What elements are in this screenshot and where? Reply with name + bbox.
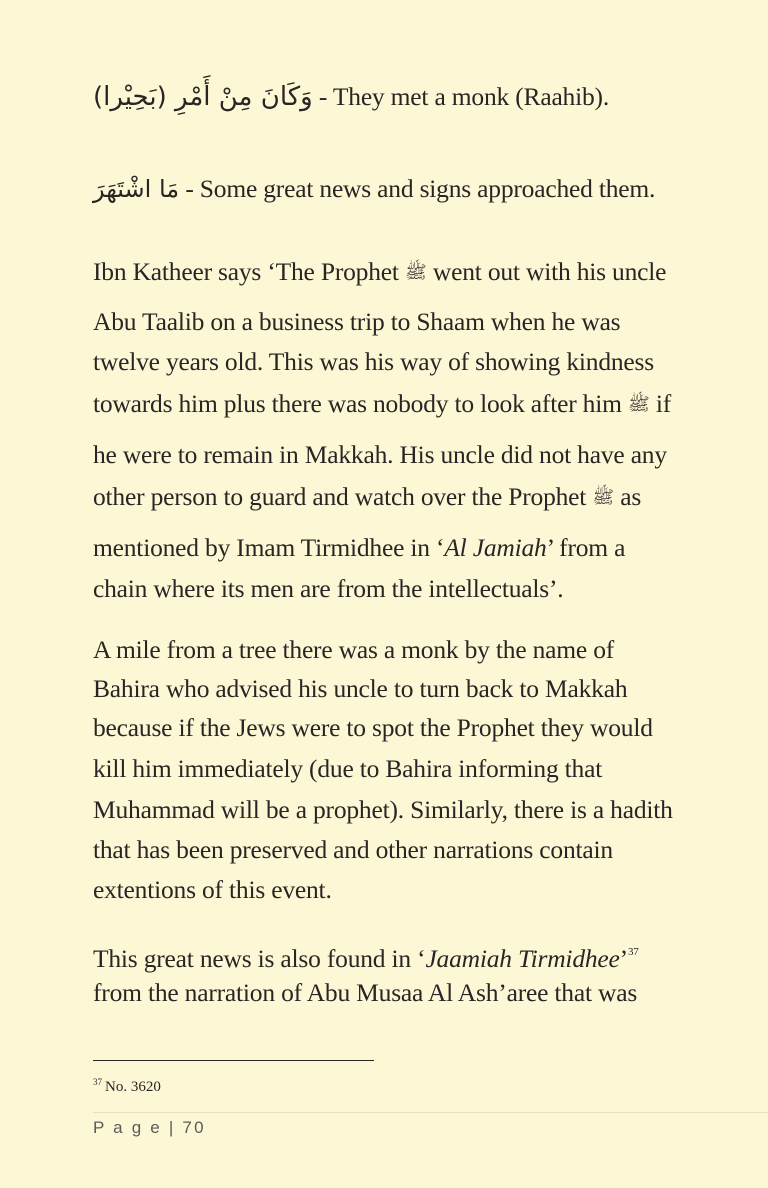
footnote-divider: [93, 1060, 374, 1061]
paragraph-line: kill him immediately (due to Bahira informing that: [93, 754, 603, 783]
text-run: ’ from a: [546, 533, 626, 562]
paragraph-line: extentions of this event.: [93, 875, 332, 904]
arabic-term: مَا اشْتَهَرَ: [93, 175, 180, 203]
paragraph-line: Bahira who advised his uncle to turn back to Makkah: [93, 674, 628, 703]
paragraph-line: he were to remain in Makkah. His uncle did not have any: [93, 440, 667, 469]
term-meaning: Some great news and signs approached them.: [199, 174, 656, 203]
paragraph-line: twelve years old. This was his way of showing kindness: [93, 347, 654, 376]
text-run: Ibn Katheer says ‘The Prophet: [93, 257, 405, 286]
footnote-mark: 37: [93, 1077, 102, 1087]
saw-symbol-icon: ﷺ: [404, 262, 427, 283]
text-run: if: [649, 389, 672, 418]
glossary-entry: [93, 172, 655, 206]
text-run: This great news is also found in ‘: [93, 944, 426, 973]
paragraph-line: Abu Taalib on a business trip to Shaam when he was: [93, 307, 621, 336]
paragraph-line: because if the Jews were to spot the Prophet they would: [93, 713, 653, 742]
footnote: [93, 1072, 161, 1097]
text-run: went out with his uncle: [426, 257, 667, 286]
text-run: towards him plus there was nobody to look after him: [93, 389, 628, 418]
separator: -: [185, 174, 194, 203]
separator: -: [318, 82, 328, 111]
arabic-term: وَكَانَ مِنْ أَمْرِ (بَحِيْرا): [93, 82, 313, 112]
footnote-reference[interactable]: 37: [627, 946, 639, 958]
paragraph-line: chain where its men are from the intellectuals’.: [93, 574, 564, 603]
paragraph-line: that has been preserved and other narrations contain: [93, 835, 613, 864]
paragraph-line: [93, 935, 639, 976]
footnote-text: No. 3620: [105, 1079, 161, 1095]
term-meaning: They met a monk (Raahib).: [332, 82, 610, 111]
text-run: other person to guard and watch over the Prophet: [93, 482, 593, 511]
glossary-entry: [93, 80, 609, 114]
paragraph-line: Muhammad will be a prophet). Similarly, there is a hadith: [93, 795, 673, 824]
paragraph-line: [93, 255, 666, 290]
paragraph-line: [93, 480, 641, 515]
text-run: mentioned by Imam Tirmidhee in ‘: [93, 533, 445, 562]
text-run: as: [614, 482, 642, 511]
page-number: P a g e | 70: [93, 1118, 206, 1137]
saw-symbol-icon: ﷺ: [592, 487, 615, 508]
footer-divider: [93, 1112, 768, 1113]
paragraph-line: A mile from a tree there was a monk by the name of: [93, 635, 615, 664]
paragraph-line: from the narration of Abu Musaa Al Ash’aree that was: [93, 978, 638, 1007]
paragraph-line: [93, 531, 625, 565]
book-title: Jaamiah Tirmidhee: [425, 944, 620, 973]
paragraph-line: [93, 387, 671, 422]
book-title: Al Jamiah: [444, 533, 547, 562]
text-run: ’: [619, 944, 628, 973]
saw-symbol-icon: ﷺ: [627, 394, 650, 415]
